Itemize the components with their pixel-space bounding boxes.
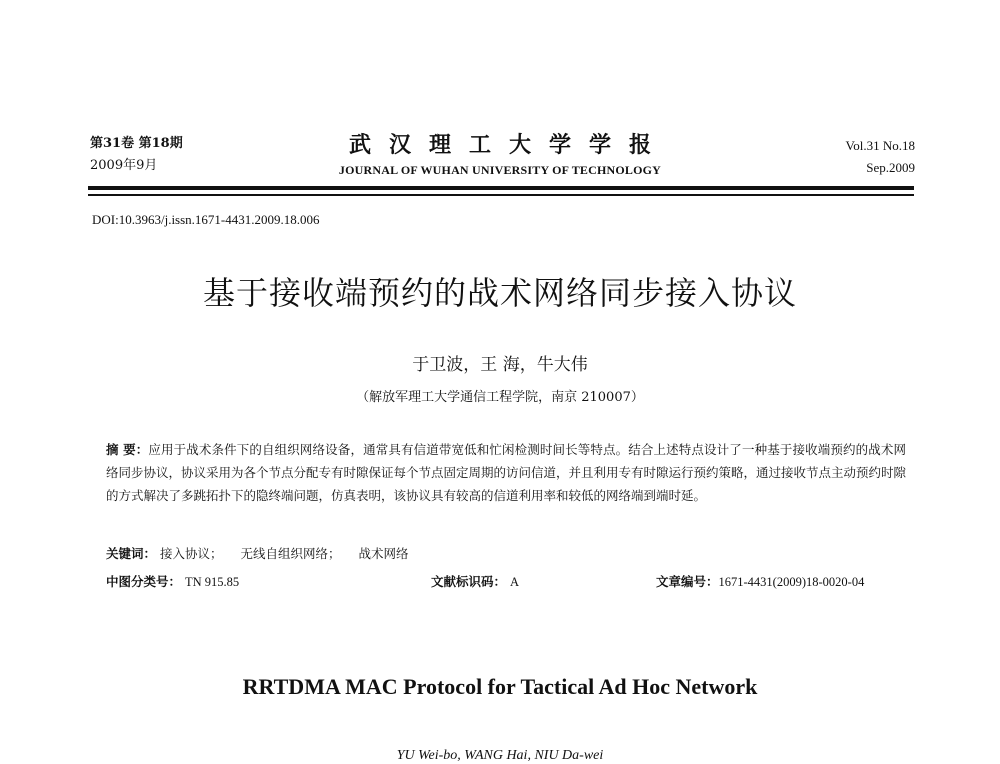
authors-en: YU Wei-bo, WANG Hai, NIU Da-wei (396, 748, 604, 763)
journal-name-cn: 武汉理工大学学报 (348, 132, 669, 158)
affiliation-cn: （解放军理工大学通信工程学院，南京 210007） (356, 390, 644, 405)
clc-value: TN 915.85 (185, 575, 240, 589)
paper-title-cn: 基于接收端预约的战术网络同步接入协议 (202, 274, 797, 312)
abstract (106, 438, 906, 507)
volume-issue-cn: 第31卷 第18期 (90, 136, 183, 151)
document-code-value: A (510, 575, 520, 589)
abstract-text: 应用于战术条件下的自组织网络设备，通常具有信道带宽低和忙闲检测时间长等特点。结合上述特点设计了一种基于接收端预约的战术网络同步协议，协议采用为各个节点分配专有时隙保证每个节点固定周期的访问信道，并且利用专有时隙运行预约策略，通过接收节点主动预约时隙的方式解决了多跳拓扑下的隐终端问题，仿真表明，该协议具有较高的信道利用率和较低的网络端到端时延。 (106, 442, 907, 503)
clc-label: 中图分类号： (106, 574, 182, 589)
volume-issue-en: Vol.31 No.18 (845, 138, 915, 153)
article-number-value: 1671-4431(2009)18-0020-04 (718, 575, 865, 589)
keyword-item: 接入协议； (160, 546, 223, 561)
article-number (656, 572, 864, 590)
paper-title-en: RRTDMA MAC Protocol for Tactical Ad Hoc Network (242, 674, 758, 699)
document-code-label: 文献标识码： (431, 574, 507, 589)
header-rule-thick (88, 186, 914, 190)
keyword-item: 战术网络 (358, 546, 409, 561)
journal-name-en: JOURNAL OF WUHAN UNIVERSITY OF TECHNOLOGY (338, 163, 662, 177)
header-rule-thin (88, 194, 914, 196)
authors-cn: 于卫波，王 海，牛大伟 (412, 355, 588, 375)
clc-number (106, 572, 239, 590)
masthead-center (300, 128, 700, 178)
doi: DOI:10.3963/j.issn.1671-4431.2009.18.006 (92, 212, 320, 227)
document-code (431, 572, 519, 590)
keywords (106, 544, 409, 562)
masthead-right (846, 135, 915, 179)
keyword-item: 无线自组织网络； (240, 546, 341, 561)
masthead-left (90, 133, 183, 177)
article-number-label: 文章编号： (656, 574, 719, 589)
date-cn: 2009年9月 (90, 158, 158, 173)
keywords-label: 关键词： (106, 546, 157, 561)
abstract-label: 摘 要： (106, 442, 149, 457)
date-en: Sep.2009 (866, 160, 915, 175)
